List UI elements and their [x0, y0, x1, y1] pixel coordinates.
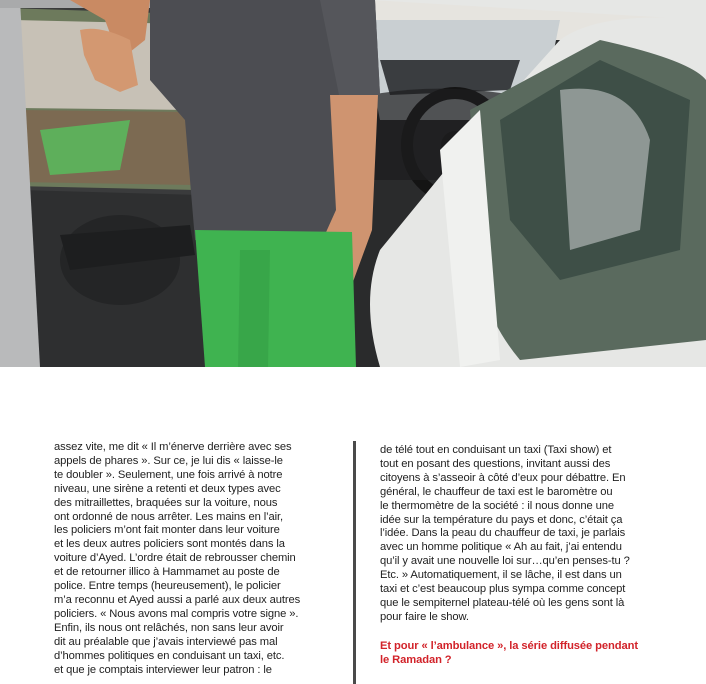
column-divider	[353, 441, 356, 684]
article-left-column	[54, 441, 342, 677]
right-column-text: de télé tout en conduisant un taxi (Taxi show) et tout en posant des questions, invitant aussi des citoyens à s’asseoir à côté d’eux pour débattre. En général, le chauffeur de taxi est le baromètre ou le thermomètre de la société : il nous donne une idée sur la température du pays et donc, c’était ça l’idée. Dans la peau du chauffeur de taxi, je parlais avec un homme politique « Ah au fait, j’ai entendu qu’il y avait une nouvelle loi sur…qu’en penses-tu ? Etc. » Automatiquement, il se lâche, il est dans un taxi et c’est beaucoup plus sympa comme concept que le sempiternel plateau-télé où les gens sont là pour faire le show.	[380, 444, 630, 623]
left-column-text: assez vite, me dit « Il m’énerve derrière avec ses appels de phares ». Sur ce, je lui dis « laisse-le te doubler ». Seulement, une fois arrivé à notre niveau, une sirène a retenti et deux types avec des mitraillettes, braquées sur la voiture, nous ont ordonné de nous arrêter. Les mains en l’air, les policiers m’ont fait monter dans leur voiture et les deux autres policiers sont montés dans la voiture d’Ayed. L’ordre était de rebrousser chemin et de retourner illico à Hammamet au poste de police. Entre temps (heureusement), le policier m’a reconnu et Ayed aussi a parlé aux deux autres policiers. « Nous avons mal compris votre signe ». Enfin, ils nous ont relâchés, non sans leur avoir dit au préalable que j’avais interviewé pas mal d’hommes politiques en conduisant un taxi, etc. et que je comptais interviewer leur patron : le	[54, 441, 301, 676]
article-right-column	[380, 444, 670, 667]
interview-question: Et pour « l’ambulance », la série diffusée pendant le Ramadan ?	[380, 639, 638, 666]
